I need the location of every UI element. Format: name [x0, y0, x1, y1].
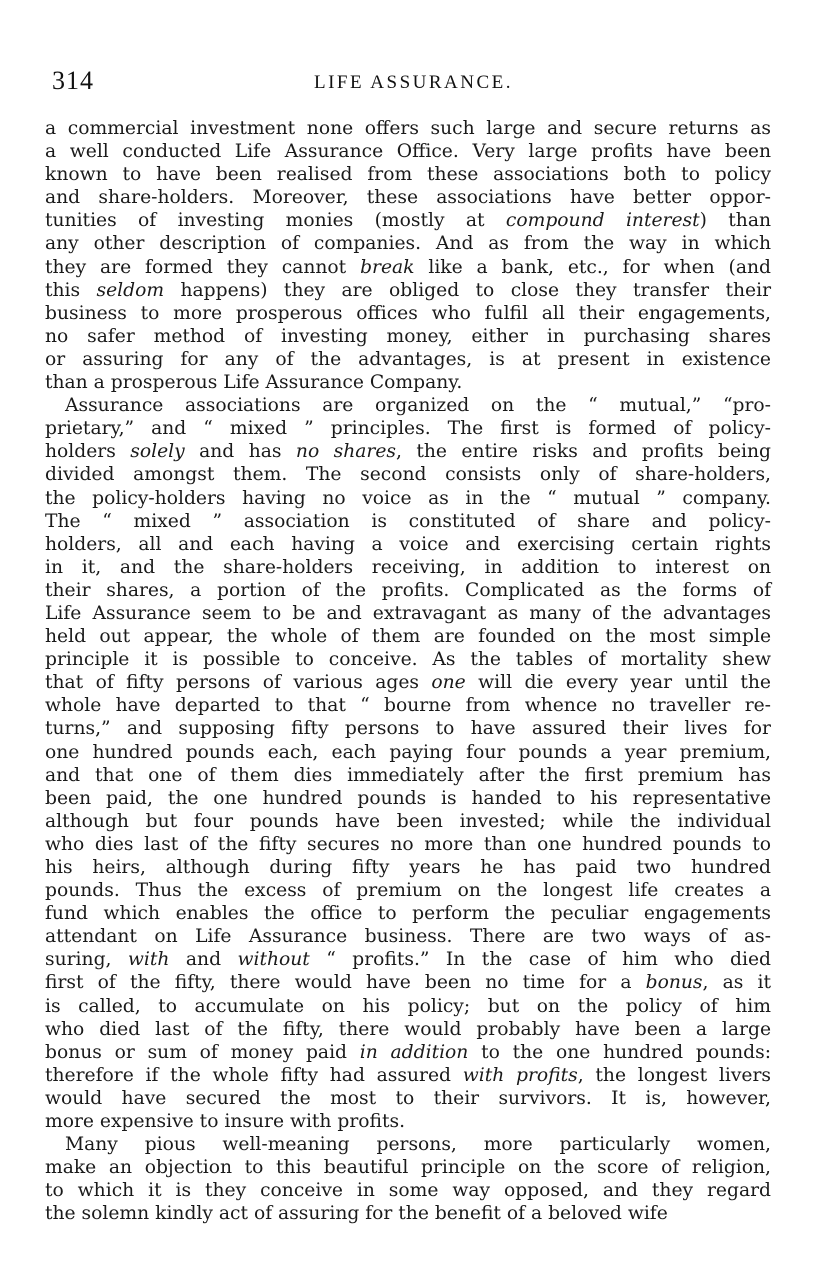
text-run: who died last of the fifty, there would probably have been a large [45, 1018, 771, 1040]
text-run: a well conducted Life Assurance Office. Very large profits have been [45, 141, 771, 163]
text-line [45, 256, 771, 279]
text-line [45, 140, 771, 163]
italic-text-run: seldom [96, 279, 165, 301]
text-line [45, 902, 771, 925]
running-head [52, 66, 772, 102]
text-line [45, 764, 771, 787]
text-run: attendant on Life Assurance business. There are two ways of as- [45, 926, 771, 948]
text-run: and share-holders. Moreover, these associations have better oppor- [45, 187, 771, 209]
text-run: holders [45, 441, 131, 463]
text-run: Assurance associations are organized on the “ mutual,” “pro- [65, 395, 771, 417]
paragraph [45, 394, 771, 1133]
text-run: will die every year until the [465, 672, 771, 694]
text-line [45, 348, 771, 371]
text-run: tunities of investing monies (mostly at [45, 210, 506, 232]
text-run: and [169, 949, 238, 971]
text-run: more expensive to insure with profits. [45, 1111, 406, 1133]
text-line [45, 1156, 771, 1179]
text-run: a commercial investment none offers such large and secure returns as [45, 118, 771, 139]
text-run: make an objection to this beautiful principle on the score of religion, [45, 1157, 771, 1179]
text-line [45, 1018, 771, 1041]
text-run: ) than [699, 210, 771, 232]
text-line [45, 394, 771, 417]
text-run: they are formed they cannot [45, 256, 361, 278]
text-line [45, 209, 771, 232]
italic-text-run: with profits [462, 1064, 578, 1086]
text-run: than a prosperous Life Assurance Company. [45, 372, 463, 394]
text-run: one hundred pounds each, each paying four pounds a year premium, [45, 741, 771, 763]
text-run: been paid, the one hundred pounds is handed to his representative [45, 787, 771, 809]
text-run: suring, [45, 949, 128, 971]
text-line [45, 579, 771, 602]
text-line [45, 163, 771, 186]
text-run: whole have departed to that “ bourne from whence no traveller re- [45, 695, 771, 717]
text-run: any other description of companies. And as from the way in which [45, 233, 771, 255]
text-line [45, 879, 771, 902]
text-line [45, 741, 771, 764]
text-line [45, 810, 771, 833]
text-run: , as it [702, 972, 771, 994]
text-run: who dies last of the fifty secures no more than one hundred pounds to [45, 833, 771, 855]
text-run: principle it is possible to conceive. As the tables of mortality shew [45, 649, 771, 671]
body-text [45, 117, 771, 1226]
text-run: pounds. Thus the excess of premium on the longest life creates a [45, 880, 771, 902]
text-line [45, 1133, 771, 1156]
text-run: fund which enables the office to perform the peculiar engagements [45, 903, 771, 925]
text-line [45, 1087, 771, 1110]
italic-text-run: with [127, 949, 170, 971]
text-run: holders, all and each having a voice and exercising certain rights [45, 533, 771, 555]
italic-text-run: one [431, 672, 466, 694]
text-line [45, 995, 771, 1018]
text-run: their shares, a portion of the profits. Complicated as the forms of [45, 579, 771, 601]
text-line [45, 856, 771, 879]
text-line [45, 971, 771, 994]
text-line [45, 694, 771, 717]
text-run: known to have been realised from these associations both to policy [45, 164, 771, 186]
text-line [45, 1110, 771, 1133]
text-line [45, 925, 771, 948]
text-line [45, 671, 771, 694]
text-run: in it, and the share-holders receiving, in addition to interest on [45, 556, 771, 578]
text-run: divided amongst them. The second consists only of share-holders, [45, 464, 771, 486]
text-run: Life Assurance seem to be and extravagant as many of the advantages [45, 602, 771, 624]
text-run: first of the fifty, there would have been no time for a [45, 972, 646, 994]
text-run: that of fifty persons of various ages [45, 672, 432, 694]
text-line [45, 117, 771, 140]
text-run: although but four pounds have been invested; while the individual [45, 810, 771, 832]
text-line [45, 279, 771, 302]
text-run: would have secured the most to their survivors. It is, however, [45, 1087, 771, 1109]
text-line [45, 602, 771, 625]
text-run: or assuring for any of the advantages, is at present in existence [45, 348, 771, 370]
italic-text-run: no shares [295, 441, 396, 463]
page-number: 314 [52, 66, 94, 95]
text-run: the solemn kindly act of assuring for the benefit of a beloved wife [45, 1203, 668, 1225]
paragraph [45, 1133, 771, 1225]
text-run: held out appear, the whole of them are founded on the most simple [45, 626, 771, 648]
text-run: , the entire risks and profits being [395, 441, 771, 463]
italic-text-run: solely [130, 441, 185, 463]
italic-text-run: without [237, 949, 310, 971]
text-line [45, 717, 771, 740]
text-run: prietary,” and “ mixed ” principles. The first is formed of policy- [45, 418, 771, 440]
text-run: , the longest livers [577, 1064, 771, 1086]
text-line [45, 648, 771, 671]
text-line [45, 1202, 771, 1225]
text-line [45, 371, 771, 394]
text-line [45, 533, 771, 556]
text-run: “ profits.” In the case of him who died [309, 949, 771, 971]
text-line [45, 1064, 771, 1087]
text-run: turns,” and supposing fifty persons to have assured their lives for [45, 718, 771, 740]
running-title: LIFE ASSURANCE. [314, 72, 514, 93]
italic-text-run: in addition [359, 1041, 469, 1063]
italic-text-run: compound interest [505, 210, 700, 232]
text-line [45, 948, 771, 971]
text-run: like a bank, etc., for when (and [414, 256, 771, 278]
text-run: Many pious well-meaning persons, more particularly women, [65, 1134, 771, 1156]
text-run: and has [184, 441, 296, 463]
text-line [45, 556, 771, 579]
text-line [45, 325, 771, 348]
text-run: to which it is they conceive in some way opposed, and they regard [45, 1180, 771, 1202]
text-line [45, 302, 771, 325]
text-run: bonus or sum of money paid [45, 1041, 360, 1063]
text-run: no safer method of investing money, either in purchasing shares [45, 325, 771, 347]
text-line [45, 510, 771, 533]
text-line [45, 487, 771, 510]
text-line [45, 833, 771, 856]
text-run: business to more prosperous offices who fulfil all their engagements, [45, 302, 771, 324]
text-line [45, 440, 771, 463]
text-line [45, 625, 771, 648]
text-run: and that one of them dies immediately after the first premium has [45, 764, 771, 786]
text-run: his heirs, although during fifty years he has paid two hundred [45, 857, 771, 878]
text-line [45, 1041, 771, 1064]
text-run: The “ mixed ” association is constituted of share and policy- [45, 510, 771, 532]
text-run: this [45, 279, 97, 301]
text-line [45, 232, 771, 255]
text-run: to the one hundred pounds: [468, 1041, 771, 1063]
text-run: is called, to accumulate on his policy; but on the policy of him [45, 995, 771, 1017]
text-line [45, 1179, 771, 1202]
italic-text-run: bonus [645, 972, 703, 994]
text-run: the policy-holders having no voice as in the “ mutual ” company. [45, 487, 771, 509]
italic-text-run: break [360, 256, 415, 278]
paragraph [45, 117, 771, 394]
text-run: happens) they are obliged to close they transfer their [164, 279, 771, 301]
text-line [45, 787, 771, 810]
text-line [45, 417, 771, 440]
text-line [45, 463, 771, 486]
text-run: therefore if the whole fifty had assured [45, 1064, 463, 1086]
text-line [45, 186, 771, 209]
